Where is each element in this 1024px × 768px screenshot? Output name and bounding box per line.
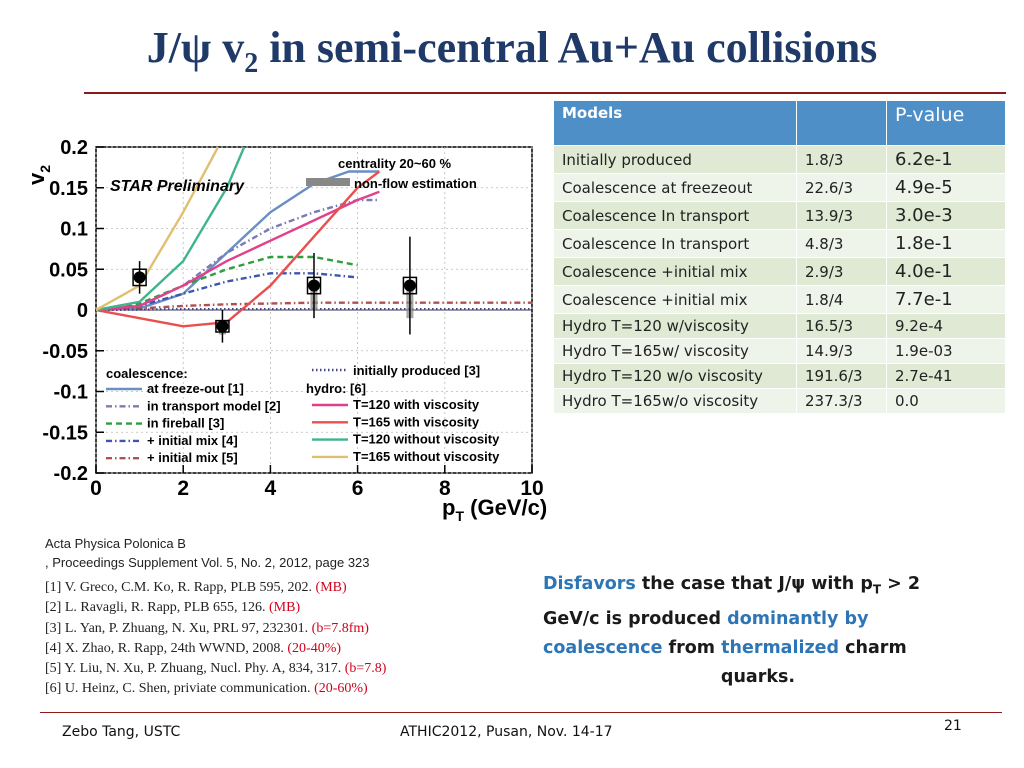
title-divider — [84, 92, 1006, 94]
x-tick-label: 10 — [520, 477, 544, 500]
table-row — [554, 202, 1006, 230]
conclusion-last-line: quarks. — [720, 666, 796, 687]
legend-label: + initial mix [4] — [147, 432, 238, 448]
legend-header-coalescence: coalescence: — [106, 366, 188, 381]
model-cell: Coalescence +initial mix — [554, 258, 797, 286]
x-tick-label: 4 — [264, 477, 277, 500]
table-row — [554, 314, 1006, 339]
chi2-cell: 16.5/3 — [797, 314, 887, 339]
legend-header-hydro: hydro: [6] — [306, 381, 366, 396]
pvalue-cell: 2.7e-41 — [887, 364, 1006, 389]
model-cell: Coalescence In transport — [554, 202, 797, 230]
y-tick-label: -0.05 — [42, 340, 88, 363]
data-point — [134, 271, 146, 283]
reference-text: [3] L. Yan, P. Zhuang, N. Xu, PRL 97, 232301. — [45, 620, 312, 636]
x-tick-label: 8 — [438, 477, 451, 500]
y-tick-label: 0.15 — [49, 177, 88, 200]
legend-label: in transport model [2] — [147, 398, 281, 414]
table-row — [554, 174, 1006, 202]
v2-chart — [22, 135, 548, 525]
model-cell: Hydro T=165w/ viscosity — [554, 339, 797, 364]
conclusion-subscript: T — [872, 582, 882, 597]
reference-item — [45, 578, 505, 598]
reference-item — [45, 619, 505, 639]
reference-tag: (20-60%) — [314, 681, 368, 697]
pvalue-cell: 6.2e-1 — [887, 146, 1006, 174]
chi2-cell: 191.6/3 — [797, 364, 887, 389]
table-header-chi2 — [797, 101, 887, 146]
conclusion-part: the case that J/ψ with p — [635, 574, 873, 594]
pvalue-cell: 4.9e-5 — [887, 174, 1006, 202]
footer-page-number: 21 — [944, 718, 962, 734]
table-row — [554, 286, 1006, 314]
reference-item — [45, 639, 505, 659]
y-tick-label: -0.2 — [53, 463, 88, 485]
chi2-cell: 1.8/4 — [797, 286, 887, 314]
conclusion-dominantly: dominantly by coalescence — [543, 608, 869, 658]
footer-conference: ATHIC2012, Pusan, Nov. 14-17 — [400, 724, 613, 740]
footer-divider — [40, 712, 1002, 713]
y-tick-label: 0.1 — [60, 218, 88, 241]
pvalue-cell: 1.9e-03 — [887, 339, 1006, 364]
conclusion-part: from — [662, 637, 722, 658]
pvalue-cell: 4.0e-1 — [887, 258, 1006, 286]
model-cell: Hydro T=120 w/o viscosity — [554, 364, 797, 389]
chi2-cell: 4.8/3 — [797, 230, 887, 258]
title-prefix: J/ψ v — [146, 23, 245, 72]
conclusion-thermalized: thermalized — [721, 637, 840, 658]
title-subscript: 2 — [244, 47, 259, 79]
reference-tag: (MB) — [269, 600, 301, 616]
table-header-pvalue: P-value — [887, 101, 1006, 146]
table-row — [554, 146, 1006, 174]
chi2-cell: 13.9/3 — [797, 202, 887, 230]
conclusion-disfavors: Disfavors — [543, 574, 636, 594]
nonflow-legend-label: non-flow estimation — [354, 176, 477, 191]
model-cell: Coalescence at freezeout — [554, 174, 797, 202]
reference-tag: (20-40%) — [287, 640, 342, 656]
references — [45, 534, 505, 700]
centrality-label: centrality 20~60 % — [338, 156, 452, 171]
table-row — [554, 364, 1006, 389]
legend-label: T=120 with viscosity — [353, 397, 480, 412]
x-axis-label: $p_T$ (GeV/c) — [442, 495, 548, 524]
table-row — [554, 339, 1006, 364]
reference-tag: (b=7.8fm) — [311, 620, 369, 636]
reference-text: [2] L. Ravagli, R. Rapp, PLB 655, 126. — [45, 600, 269, 616]
table-header-models: Models — [554, 101, 797, 146]
pvalue-cell: 3.0e-3 — [887, 202, 1006, 230]
conclusion-text — [543, 570, 973, 692]
reference-journal-details: , Proceedings Supplement Vol. 5, No. 2, 2012, page 323 — [45, 555, 370, 570]
table-row — [554, 258, 1006, 286]
chi2-cell: 1.8/3 — [797, 146, 887, 174]
slide-title — [0, 22, 1024, 80]
model-cell: Coalescence +initial mix — [554, 286, 797, 314]
nonflow-legend-swatch — [306, 178, 350, 186]
conclusion-part: > 2 GeV/c is produced — [543, 574, 921, 629]
table-row — [554, 230, 1006, 258]
chi2-cell: 2.9/3 — [797, 258, 887, 286]
pvalue-cell: 1.8e-1 — [887, 230, 1006, 258]
y-tick-label: -0.1 — [53, 381, 88, 404]
reference-text: [1] V. Greco, C.M. Ko, R. Rapp, PLB 595, 202. — [45, 580, 316, 595]
y-tick-label: -0.15 — [42, 422, 88, 445]
legend-label: T=165 without viscosity — [353, 448, 500, 464]
table-row — [554, 389, 1006, 414]
legend-label: + initial mix [5] — [147, 450, 238, 466]
reference-journal: Acta Physica Polonica B — [45, 536, 186, 551]
x-tick-label: 6 — [351, 477, 364, 500]
y-axis-label: $v_2$ — [24, 164, 53, 186]
legend-label: T=165 with viscosity — [353, 414, 480, 430]
model-cell: Initially produced — [554, 146, 797, 174]
y-tick-label: 0 — [76, 300, 88, 322]
reference-tag: (b=7.8) — [344, 661, 387, 677]
data-point — [404, 280, 416, 292]
model-cell: Hydro T=120 w/viscosity — [554, 314, 797, 339]
pvalue-cell: 7.7e-1 — [887, 286, 1006, 314]
title-suffix: in semi-central Au+Au collisions — [258, 23, 878, 72]
star-preliminary-label: STAR Preliminary — [110, 178, 244, 195]
reference-item — [45, 679, 505, 699]
legend-label: in fireball [3] — [147, 415, 225, 431]
conclusion-part: charm — [839, 637, 907, 658]
reference-item — [45, 659, 505, 679]
chi2-cell: 14.9/3 — [797, 339, 887, 364]
model-cell: Hydro T=165w/o viscosity — [554, 389, 797, 414]
x-tick-label: 2 — [177, 477, 190, 500]
chi2-cell: 237.3/3 — [797, 389, 887, 414]
reference-text: [5] Y. Liu, N. Xu, P. Zhuang, Nucl. Phy. A, 834, 317. — [45, 661, 345, 677]
y-tick-label: 0.05 — [49, 259, 88, 282]
model-cell: Coalescence In transport — [554, 230, 797, 258]
legend-label: at freeze-out [1] — [147, 381, 244, 396]
data-point — [216, 320, 228, 332]
data-point — [308, 280, 320, 292]
reference-text: [6] U. Heinz, C. Shen, priviate communication. — [45, 681, 315, 697]
reference-item — [45, 598, 505, 618]
chi2-cell: 22.6/3 — [797, 174, 887, 202]
model-pvalue-table — [553, 100, 1006, 414]
footer-author: Zebo Tang, USTC — [62, 724, 181, 740]
pvalue-cell: 0.0 — [887, 389, 1006, 414]
y-tick-label: 0.2 — [60, 137, 88, 159]
pvalue-cell: 9.2e-4 — [887, 314, 1006, 339]
x-tick-label: 0 — [90, 477, 102, 500]
reference-text: [4] X. Zhao, R. Rapp, 24th WWND, 2008. — [45, 640, 288, 656]
legend-label: initially produced [3] — [353, 363, 481, 378]
table-header-row — [554, 101, 1006, 146]
legend-label: T=120 without viscosity — [353, 431, 500, 447]
reference-tag: (MB) — [315, 580, 347, 595]
